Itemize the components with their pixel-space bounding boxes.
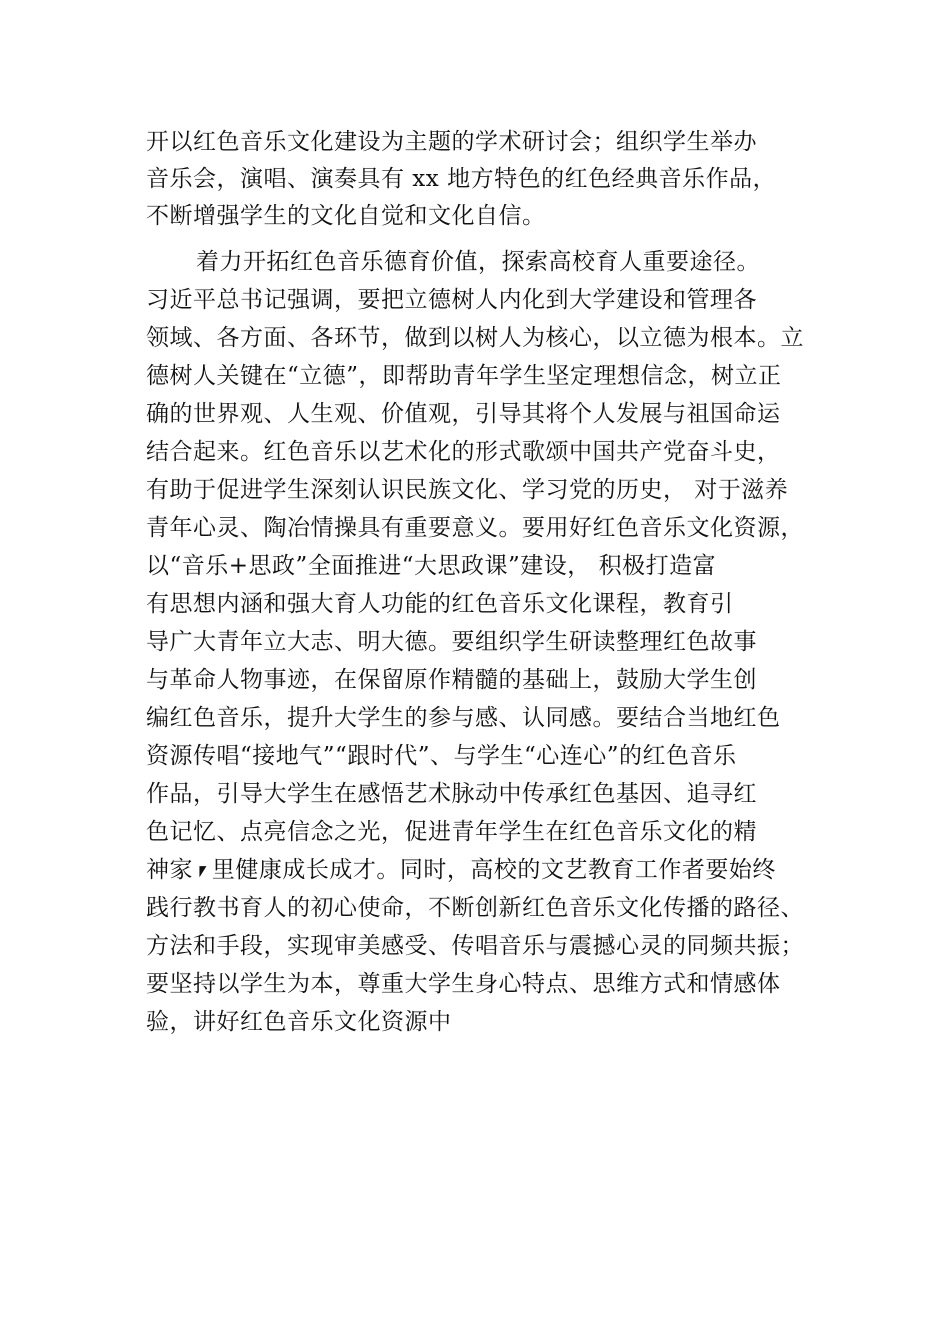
text-line-4: 着力开拓红色音乐德育价值，探索高校育人重要途径。 bbox=[196, 249, 760, 275]
text-line-22: 方法和手段，实现审美感受、传唱音乐与震撼心灵的同频共振； bbox=[146, 933, 804, 959]
text-line-2: 音乐会，演唱、演奏具有 xx 地方特色的红色经典音乐作品， bbox=[146, 166, 777, 192]
text-line-23: 要坚持以学生为本，尊重大学生身心特点、思维方式和情感体 bbox=[146, 971, 781, 997]
text-line-20: 神家⎖里健康成长成才。同时，高校的文艺教育工作者要始终 bbox=[146, 857, 776, 883]
text-line-13: 有思想内涵和强大育人功能的红色音乐文化课程，教育引 bbox=[146, 591, 734, 617]
text-line-16: 编红色音乐，提升大学生的参与感、认同感。要结合当地红色 bbox=[146, 705, 781, 731]
text-line-14: 导广大青年立大志、明大德。要组织学生研读整理红色故事 bbox=[146, 629, 757, 655]
text-line-12: 以“音乐+思政”全面推进“大思政课”建设， 积极打造富 bbox=[146, 553, 717, 579]
text-line-11: 青年心灵、陶冶情操具有重要意义。要用好红色音乐文化资源， bbox=[146, 515, 804, 541]
text-line-6: 领域、各方面、各环节，做到以树人为核心，以立德为根本。立 bbox=[146, 325, 804, 351]
text-line-3: 不断增强学生的文化自觉和文化自信。 bbox=[146, 203, 546, 229]
text-line-19: 色记忆、点亮信念之光，促进青年学生在红色音乐文化的精 bbox=[146, 819, 757, 845]
text-line-21: 践行教书育人的初心使命，不断创新红色音乐文化传播的路径、 bbox=[146, 895, 804, 921]
text-line-9: 结合起来。红色音乐以艺术化的形式歌颂中国共产党奋斗史， bbox=[146, 439, 781, 465]
text-line-7: 德树人关键在“立德”，即帮助青年学生坚定理想信念，树立正 bbox=[146, 363, 782, 389]
text-line-8: 确的世界观、人生观、价值观，引导其将个人发展与祖国命运 bbox=[146, 401, 781, 427]
text-line-15: 与革命人物事迹，在保留原作精髓的基础上，鼓励大学生创 bbox=[146, 667, 757, 693]
text-line-24: 验，讲好红色音乐文化资源中 bbox=[146, 1009, 452, 1035]
text-line-10: 有助于促进学生深刻认识民族文化、学习党的历史， 对于滋养 bbox=[146, 477, 789, 503]
text-line-18: 作品，引导大学生在感悟艺术脉动中传承红色基因、追寻红 bbox=[146, 781, 757, 807]
text-line-17: 资源传唱“接地气”“跟时代”、与学生“心连心”的红色音乐 bbox=[146, 743, 737, 769]
text-line-1: 开以红色音乐文化建设为主题的学术研讨会；组织学生举办 bbox=[146, 129, 757, 155]
text-line-5: 习近平总书记强调，要把立德树人内化到大学建设和管理各 bbox=[146, 287, 757, 313]
